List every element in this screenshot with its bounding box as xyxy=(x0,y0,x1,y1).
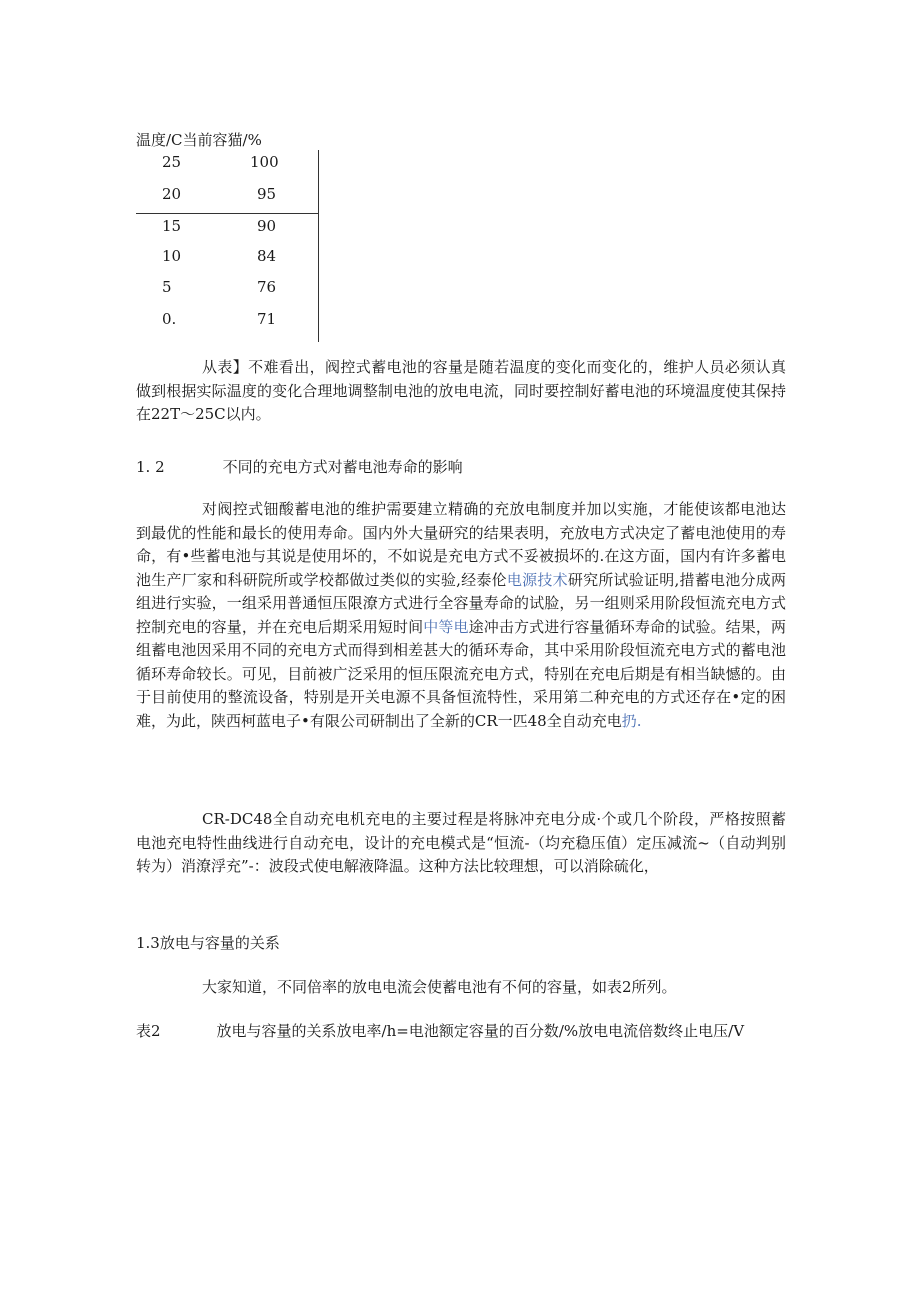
section-number: 1. 2 xyxy=(136,458,165,476)
table1-capacity-cell: 76 xyxy=(257,278,277,296)
paragraph-charging-methods xyxy=(136,498,786,733)
section-heading-1-3: 1.3放电与容量的关系 xyxy=(136,934,280,952)
table1-horizontal-rule xyxy=(136,213,319,214)
paragraph-discharge-intro: 大家知道，不同倍率的放电电流会使蓄电池有不何的容量，如表2所列。 xyxy=(202,978,677,996)
table1-temp-cell: 10 xyxy=(162,247,182,265)
table1-capacity-cell: 84 xyxy=(257,247,277,265)
table1-temp-cell: 25 xyxy=(162,153,182,171)
table1-capacity-cell: 90 xyxy=(257,217,277,235)
table1-capacity-cell: 71 xyxy=(257,310,277,328)
table1-capacity-cell: 100 xyxy=(250,153,279,171)
paragraph-table1-analysis: 从表】不难看出，阀控式蓄电池的容量是随若温度的变化而变化的，维护人员必须认真做到根据实际温度的变化合理地调整制电池的放电电流，同时要控制好蓄电池的环境温度使其保持在22T〜25C以内。 xyxy=(136,358,786,423)
link-medium-current[interactable]: 中等电 xyxy=(423,617,469,636)
section-title: 不同的充电方式对蓄电池寿命的影响 xyxy=(222,458,463,476)
link-charger[interactable]: 扔. xyxy=(621,711,642,730)
link-power-technology[interactable]: 电源技术 xyxy=(506,570,568,589)
paragraph-text: 途冲击方式进行容量循环寿命的试验。结果，两组蓄电池因采用不同的充电方式而得到相差甚大的循环寿命，其中采用阶段恒流充电方式的蓄电池循环寿命较长。可见，目前被广泛采用的恒压限流充电方式，特别在充电后期是有相当缺憾的。由于目前使用的整流设备，特别是开关电源不具备恒流特性，采用第二种充电的方式还存在•定的困难，为此，陕西柯蓝电子•有限公司研制出了全新的CR一匹48全自动充电 xyxy=(136,617,786,730)
paragraph-text: 研究所试验证明,措蓄电池分成两组进行实验，一组采用普通恒压限潦方式进行全容量寿命的试脸，另一组则采用阶段恒流充电方式控制充电的容量，并在充电后期采用短时间 xyxy=(136,570,786,636)
section-heading-1-2 xyxy=(136,456,463,478)
table2-label: 表2 xyxy=(136,1022,161,1040)
table1-temp-cell: 5 xyxy=(162,278,172,296)
paragraph-cr-dc48-charger: CR-DC48全自动充电机充电的主要过程是将脉冲充电分成·个或几个阶段，严格按照蓄电池充电特性曲线进行自动充电，设计的充电模式是“恒流-（均充稳压值）定压减流~（自动判别转为）消潦浮充”-：波段式使电解液降温。这种方法比较理想，可以消除硫化， xyxy=(136,810,786,875)
table1-vertical-rule xyxy=(318,150,319,342)
paragraph-text: 对阀控式钿酸蓄电池的维护需要建立精确的充放电制度并加以实施，才能使该都电池达到最优的性能和最长的使用寿命。国内外大量研究的结果表明，充放电方式决定了蓄电池使用的寿命，有•些蓄电池与其说是使用坏的，不如说是充电方式不妥被损坏的.在这方面，国内有许多蓄电池生产厂家和科研院所或学校都做过类似的实验,经泰伦 xyxy=(136,500,786,589)
table1-capacity-cell: 95 xyxy=(257,185,277,203)
table1-temp-cell: 20 xyxy=(162,185,182,203)
table1-caption: 温度/C当前容猫/% xyxy=(136,131,262,149)
table2-caption xyxy=(136,1020,786,1044)
table1-temp-cell: 15 xyxy=(162,217,182,235)
table2-title: 放电与容量的关系放电率/h=电池额定容量的百分数/%放电电流倍数终止电压/V xyxy=(216,1022,745,1040)
table1-temp-cell: 0. xyxy=(162,310,177,328)
